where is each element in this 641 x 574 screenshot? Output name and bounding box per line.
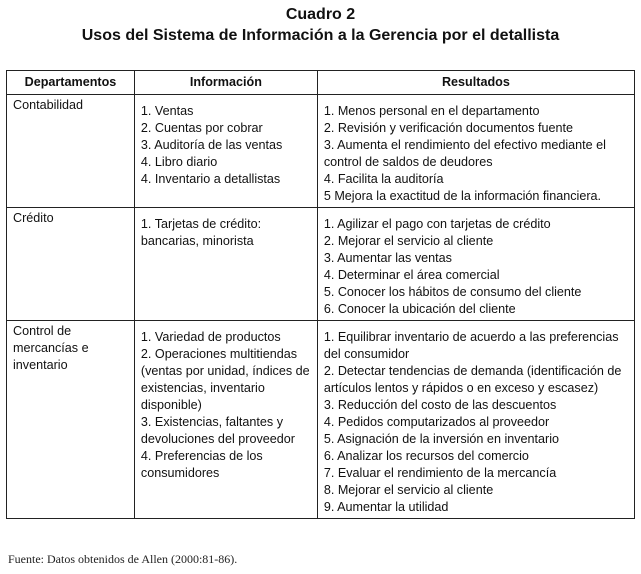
uses-table bbox=[6, 70, 635, 519]
table-row bbox=[7, 95, 635, 208]
information-item: 3. Auditoría de las ventas bbox=[140, 138, 283, 152]
result-item: 2. Mejorar el servicio al cliente bbox=[323, 234, 494, 248]
information-cell bbox=[134, 208, 317, 321]
result-item: 1. Menos personal en el departamento bbox=[323, 104, 540, 118]
result-item: 3. Aumentar las ventas bbox=[323, 251, 452, 265]
result-item: 4. Pedidos computarizados al proveedor bbox=[323, 415, 550, 429]
results-cell bbox=[317, 321, 634, 519]
department-label: Crédito bbox=[13, 211, 54, 225]
information-item: 3. Existencias, faltantes y devoluciones del proveedor bbox=[140, 415, 295, 446]
information-item: 1. Tarjetas de crédito: bancarias, minorista bbox=[140, 217, 262, 248]
result-item: 1. Equilibrar inventario de acuerdo a las preferencias del consumidor bbox=[323, 330, 619, 361]
information-item: 4. Inventario a detallistas bbox=[140, 172, 281, 186]
result-item: 9. Aumentar la utilidad bbox=[323, 500, 449, 514]
department-label: Control de mercancías e inventario bbox=[13, 324, 89, 372]
source-note: Fuente: Datos obtenidos de Allen (2000:81-86). bbox=[8, 552, 238, 566]
result-item: 4. Facilita la auditoría bbox=[323, 172, 444, 186]
table-row bbox=[7, 321, 635, 519]
department-label: Contabilidad bbox=[13, 98, 84, 112]
result-item: 3. Reducción del costo de las descuentos bbox=[323, 398, 557, 412]
information-item: 2. Operaciones multitiendas (ventas por unidad, índices de existencias, inventario disponible) bbox=[140, 347, 310, 412]
header-information: Información bbox=[134, 71, 317, 95]
result-item: 1. Agilizar el pago con tarjetas de crédito bbox=[323, 217, 551, 231]
information-item: 1. Ventas bbox=[140, 104, 194, 118]
information-item: 2. Cuentas por cobrar bbox=[140, 121, 263, 135]
table-caption-title: Usos del Sistema de Información a la Gerencia por el detallista bbox=[81, 27, 560, 44]
results-cell bbox=[317, 95, 634, 208]
result-item: 6. Analizar los recursos del comercio bbox=[323, 449, 529, 463]
result-item: 4. Determinar el área comercial bbox=[323, 268, 500, 282]
department-cell bbox=[7, 208, 135, 321]
result-item: 6. Conocer la ubicación del cliente bbox=[323, 302, 516, 316]
result-item: 8. Mejorar el servicio al cliente bbox=[323, 483, 494, 497]
results-cell bbox=[317, 208, 634, 321]
header-row bbox=[7, 71, 635, 95]
department-cell bbox=[7, 321, 135, 519]
header-departments: Departamentos bbox=[7, 71, 135, 95]
table-row bbox=[7, 208, 635, 321]
header-results: Resultados bbox=[317, 71, 634, 95]
result-item: 7. Evaluar el rendimiento de la mercancía bbox=[323, 466, 557, 480]
department-cell bbox=[7, 95, 135, 208]
information-cell bbox=[134, 95, 317, 208]
information-item: 4. Libro diario bbox=[140, 155, 218, 169]
table-caption-number: Cuadro 2 bbox=[285, 6, 356, 23]
result-item: 5 Mejora la exactitud de la información financiera. bbox=[323, 189, 602, 203]
result-item: 2. Detectar tendencias de demanda (identificación de artículos lentos y rápidos o en exceso y escasez) bbox=[323, 364, 622, 395]
result-item: 3. Aumenta el rendimiento del efectivo mediante el control de saldos de deudores bbox=[323, 138, 606, 169]
result-item: 2. Revisión y verificación documentos fuente bbox=[323, 121, 574, 135]
information-item: 1. Variedad de productos bbox=[140, 330, 281, 344]
result-item: 5. Asignación de la inversión en inventario bbox=[323, 432, 560, 446]
result-item: 5. Conocer los hábitos de consumo del cliente bbox=[323, 285, 582, 299]
information-cell bbox=[134, 321, 317, 519]
information-item: 4. Preferencias de los consumidores bbox=[140, 449, 263, 480]
